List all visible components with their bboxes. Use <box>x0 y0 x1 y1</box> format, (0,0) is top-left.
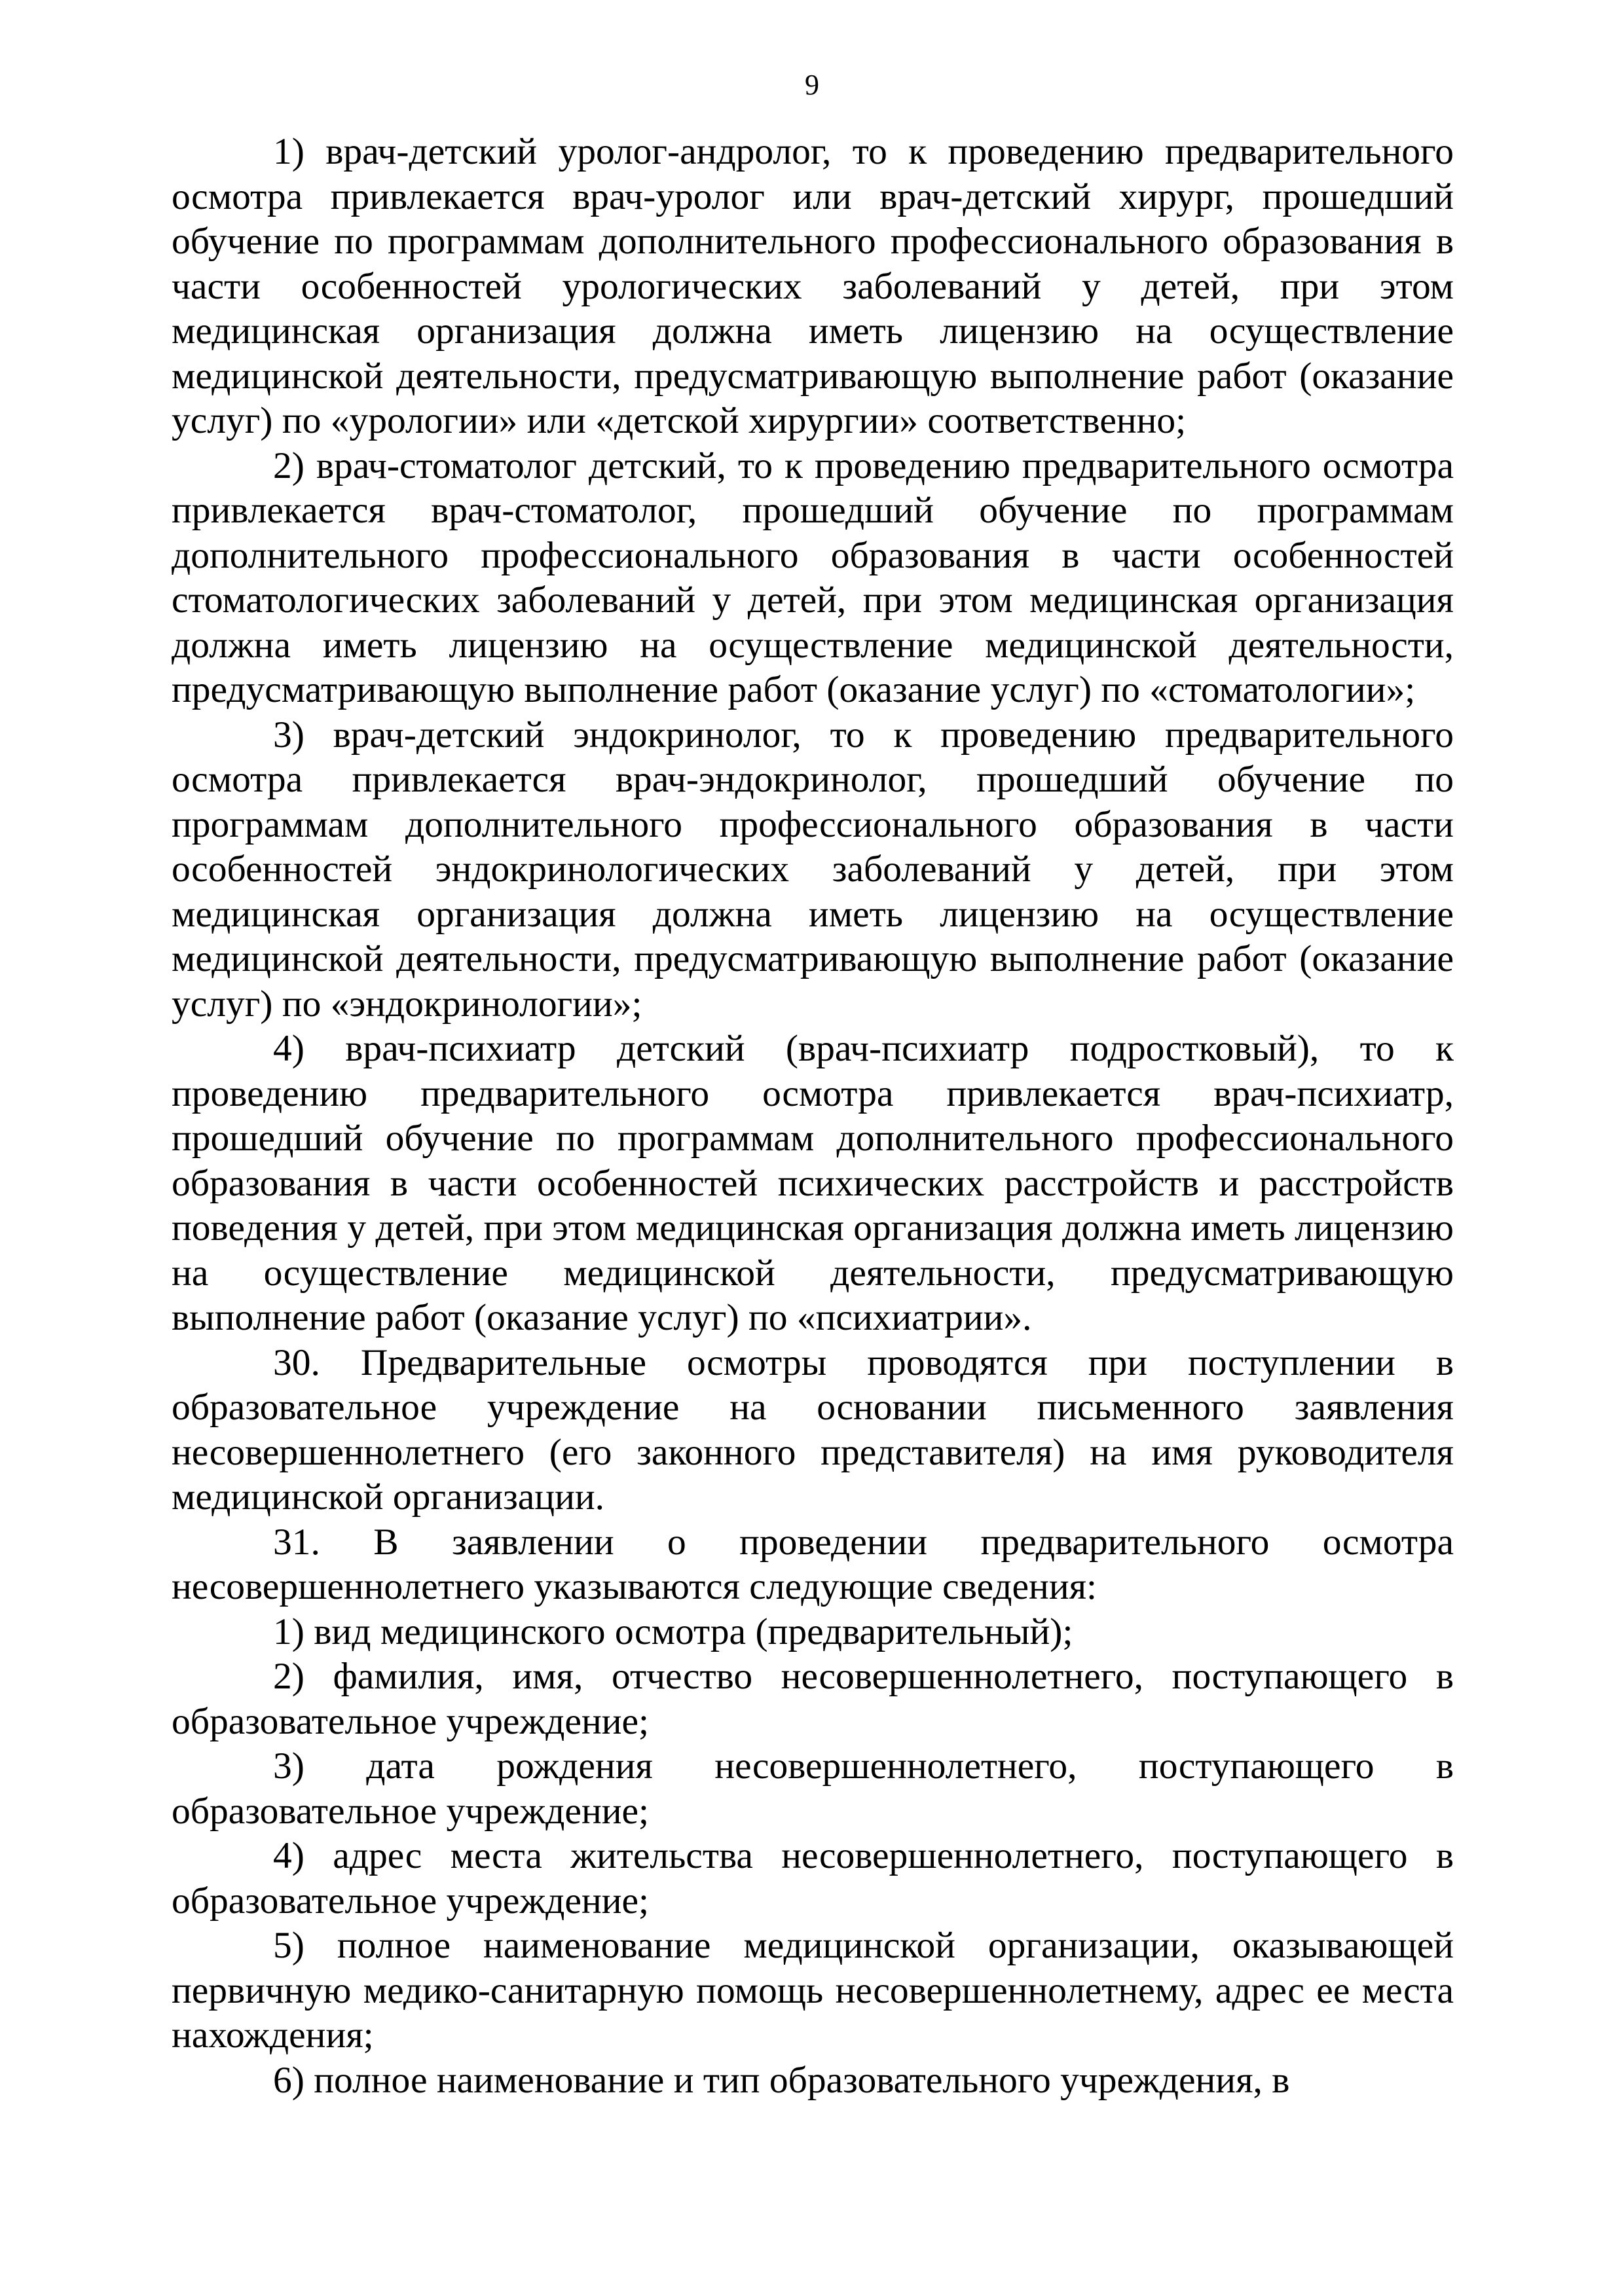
paragraph-31-item-4: 4) адрес места жительства несовершеннолетнего, поступающего в образовательное учреждение; <box>172 1835 1454 1922</box>
paragraph-31-item-1: 1) вид медицинского осмотра (предварительный); <box>273 1611 1073 1652</box>
paragraph-item-4-psychiatrist: 4) врач-психиатр детский (врач-психиатр подростковый), то к проведению предварительного осмотра привлекается врач-психиатр, прошедший обучение по программам дополнительного профессионального образования в части особенностей психических расстройств и расстройств поведения у детей, при этом медицинская организация должна иметь лицензию на осуществление медицинской деятельности, предусматривающую выполнение работ (оказание услуг) по «психиатрии». <box>172 1028 1454 1338</box>
document-body <box>172 130 1454 2103</box>
paragraph-31-item-5: 5) полное наименование медицинской организации, оказывающей первичную медико-санитарную помощь несовершеннолетнему, адрес ее места нахождения; <box>172 1925 1454 2056</box>
paragraph-section-31: 31. В заявлении о проведении предварительного осмотра несовершеннолетнего указываются следующие сведения: <box>172 1521 1454 1607</box>
page-number: 9 <box>805 69 819 101</box>
paragraph-31-item-6: 6) полное наименование и тип образовательного учреждения, в <box>273 2059 1290 2101</box>
paragraph-item-2-dentist: 2) врач-стоматолог детский, то к проведению предварительного осмотра привлекается врач-стоматолог, прошедший обучение по программам дополнительного профессионального образования в части особенностей стоматологических заболеваний у детей, при этом медицинская организация должна иметь лицензию на осуществление медицинской деятельности, предусматривающую выполнение работ (оказание услуг) по «стоматологии»; <box>172 445 1454 710</box>
paragraph-31-item-2: 2) фамилия, имя, отчество несовершеннолетнего, поступающего в образовательное учреждение; <box>172 1656 1454 1742</box>
paragraph-item-3-endocrinologist: 3) врач-детский эндокринолог, то к проведению предварительного осмотра привлекается врач-эндокринолог, прошедший обучение по программам дополнительного профессионального образования в части особенностей эндокринологических заболеваний у детей, при этом медицинская организация должна иметь лицензию на осуществление медицинской деятельности, предусматривающую выполнение работ (оказание услуг) по «эндокринологии»; <box>172 714 1454 1025</box>
paragraph-section-30: 30. Предварительные осмотры проводятся при поступлении в образовательное учреждение на основании письменного заявления несовершеннолетнего (его законного представителя) на имя руководителя медицинской организации. <box>172 1341 1454 1518</box>
paragraph-item-1-urologist: 1) врач-детский уролог-андролог, то к проведению предварительного осмотра привлекается врач-уролог или врач-детский хирург, прошедший обучение по программам дополнительного профессионального образования в части особенностей урологических заболеваний у детей, при этом медицинская организация должна иметь лицензию на осуществление медицинской деятельности, предусматривающую выполнение работ (оказание услуг) по «урологии» или «детской хирургии» соответственно; <box>172 131 1454 441</box>
paragraph-31-item-3: 3) дата рождения несовершеннолетнего, поступающего в образовательное учреждение; <box>172 1745 1454 1832</box>
